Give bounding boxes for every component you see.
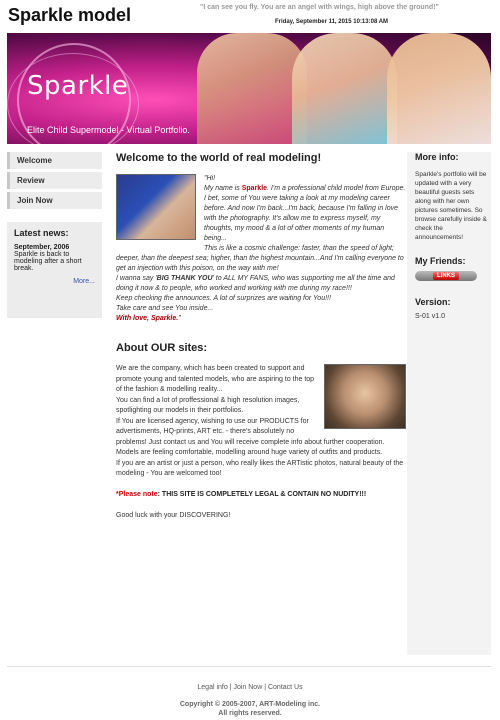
banner-photo-girl-1 xyxy=(197,33,307,144)
more-info-text: Sparkle's portfolio will be updated with a very beautiful guests sets along with her own pictures sometimes. So browse carefully inside & check the announcements! xyxy=(415,171,487,241)
sites-p3: If You are licensed agency, wishing to use our PRODUCTS for advertisments, HQ-prints, ART etc. - there's absolutely no problems! Just contact us and You will receive complete info about further cooperation. Models are feeling comfortable, modelling around huge variety of outfits and products. xyxy=(116,417,385,456)
footer-legal-info-link[interactable]: Legal info xyxy=(197,684,228,691)
intro-close-quote: " xyxy=(178,315,181,322)
footer-separator: | xyxy=(262,684,268,691)
intro-p4: Keep checking the announces. A lot of surprizes are waiting for You!!! xyxy=(116,295,331,302)
nav-join-now[interactable]: Join Now xyxy=(7,192,102,209)
good-luck-text: Good luck with your DISCOVERING! xyxy=(116,511,231,519)
banner-logo: Sparkle xyxy=(27,71,129,101)
main-content xyxy=(108,152,406,519)
intro-text xyxy=(116,174,406,324)
sites-p1: We are the company, which has been created to support and promote young and talented models, who are aspiring to the top of the fashion & modelling reality... xyxy=(116,365,315,393)
notice-label: *Please note xyxy=(116,490,158,498)
my-friends-title: My Friends: xyxy=(415,256,466,266)
latest-news-title: Latest news: xyxy=(14,228,69,238)
intro-p5: Take care and see You inside... xyxy=(116,305,214,312)
footer-join-now-link[interactable]: Join Now xyxy=(233,684,263,691)
rights-line: All rights reserved. xyxy=(218,710,282,717)
banner-photo-girl-2 xyxy=(292,33,397,144)
intro-p3-start: I wanna say ' xyxy=(116,275,157,282)
banner-subtitle: Elite Child Supermodel - Virtual Portfolio. xyxy=(27,125,190,135)
intro-p1-end: . I'm a professional child model from Europe. I bet, some of You were taking a look at my modeling career before. And now I'm back...I'm back, because I'm falling in love with the photography. It's allow me to express myself, my thoughts, my mood & a lot of other moments of my human being... xyxy=(204,185,406,242)
footer-divider xyxy=(7,666,491,667)
portrait-photo xyxy=(116,174,196,240)
site-title: Sparkle model xyxy=(8,5,132,25)
right-sidebar xyxy=(407,152,491,655)
about-sites-text xyxy=(116,364,406,480)
tagline: "I can see you fly. You are an angel with wings, high above the ground!" xyxy=(200,4,439,11)
sites-p4: If you are an artist or just a person, who really likes the ARTistic photos, natural beauty of the modeling - You are welcomed too! xyxy=(116,459,404,477)
nav-welcome[interactable]: Welcome xyxy=(7,152,102,169)
version-title: Version: xyxy=(415,297,451,307)
welcome-title: Welcome to the world of real modeling! xyxy=(116,152,322,164)
news-text: Sparkle is back to modeling after a short break. xyxy=(14,251,82,272)
intro-hi: "Hi! xyxy=(204,175,216,182)
about-sites-title: About OUR sites: xyxy=(116,342,208,354)
intro-p2: This is like a cosmic challenge: faster, than the speed of light; deeper, than the deepest sea; higher, than the highest mountain...And I'm calling everyone to get an injection with this poison, on the way with me! xyxy=(116,245,404,272)
links-button[interactable] xyxy=(415,271,477,281)
news-date: September, 2006 xyxy=(14,244,70,251)
signature: With love, Sparkle. xyxy=(116,315,179,322)
more-info-title: More info: xyxy=(415,152,459,162)
portrait-photo-2 xyxy=(324,364,406,429)
nav-review[interactable]: Review xyxy=(7,172,102,189)
footer-separator: | xyxy=(227,684,234,691)
notice-text: : THIS SITE IS COMPLETELY LEGAL & CONTAIN NO NUDITY!!! xyxy=(157,490,367,498)
intro-p1-start: My name is xyxy=(204,185,242,192)
latest-news-box xyxy=(7,222,102,318)
intro-p3-end: ' to ALL MY FANS, who was supporting me all the time and doing it now & to people, who worked and working with me during my race!!! xyxy=(116,275,395,292)
legal-notice xyxy=(116,490,406,500)
sites-p2: You can find a lot of proffessional & high resolution images, spotlighting our models in their portfolios. xyxy=(116,396,300,414)
left-sidebar xyxy=(7,152,102,318)
banner-photo-girl-3 xyxy=(387,33,491,144)
footer-contact-us-link[interactable]: Contact Us xyxy=(267,684,303,691)
model-name: Sparkle xyxy=(241,185,268,192)
date-time: Friday, September 11, 2015 10:13:08 AM xyxy=(275,19,389,25)
copyright xyxy=(0,700,500,718)
news-more-link[interactable]: More... xyxy=(73,278,95,285)
links-button-label: LINKS xyxy=(433,272,459,280)
copyright-line: Copyright © 2005-2007, ART-Modeling inc. xyxy=(179,701,321,708)
header-banner xyxy=(7,33,491,144)
version-value: S-01 v1.0 xyxy=(415,313,445,320)
footer-links xyxy=(0,684,500,691)
thanks-bold: BIG THANK YOU xyxy=(156,275,213,282)
